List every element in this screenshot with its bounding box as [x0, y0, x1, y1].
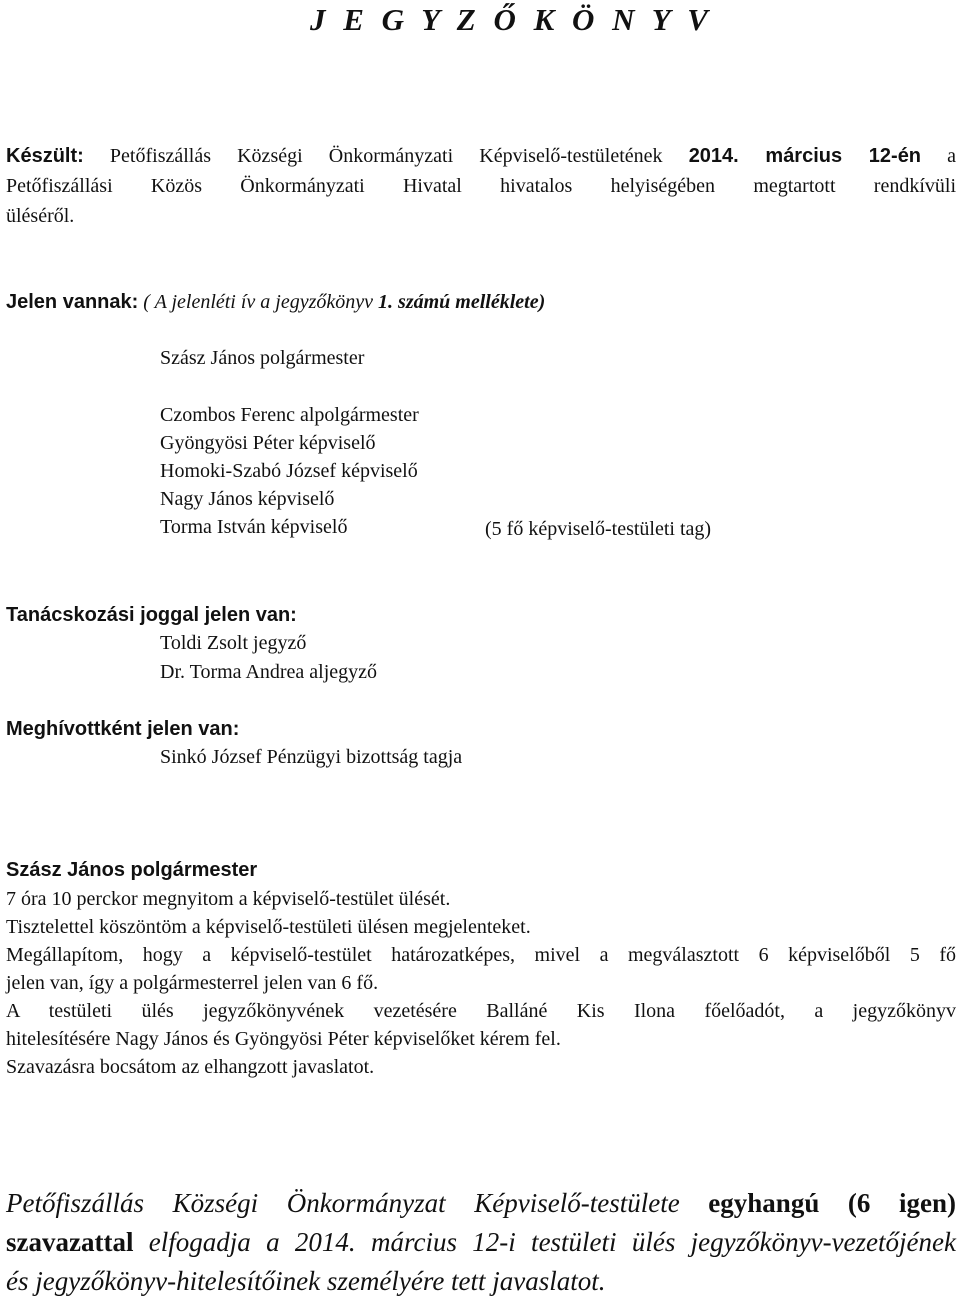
- speech-line: A testületi ülés jegyzőkönyvének vezetésére Balláné Kis Ilona főelőadót, a jegyzőkönyv: [6, 1000, 956, 1022]
- intro-text-1: Petőfiszállás Községi Önkormányzati Képviselő-testületének: [109, 145, 663, 167]
- advisory-heading: Tanácskozási joggal jelen van:: [6, 604, 297, 626]
- resolution-part-1: Petőfiszállás Községi Önkormányzat Képviselő-testülete: [6, 1188, 680, 1218]
- invited-heading: Meghívottként jelen van:: [6, 718, 240, 740]
- resolution-part-2: elfogadja a 2014. március 12-i testületi ülés jegyzőkönyv-vezetőjének: [148, 1227, 956, 1257]
- resolution-vote: egyhangú (6 igen): [708, 1188, 956, 1218]
- speech-line: 7 óra 10 perckor megnyitom a képviselő-testület ülését.: [6, 888, 451, 910]
- present-heading: [6, 288, 545, 316]
- speech-line: jelen van, így a polgármesterrel jelen van 6 fő.: [6, 972, 379, 994]
- resolution-line-3: és jegyzőkönyv-hitelesítőinek személyére tett javaslatot.: [6, 1266, 606, 1296]
- invited-person: Sinkó József Pénzügyi bizottság tagja: [160, 746, 463, 768]
- resolution-vote-word: szavazattal: [6, 1227, 134, 1257]
- advisory-person: Toldi Zsolt jegyző: [160, 632, 307, 654]
- advisory-person: Dr. Torma Andrea aljegyző: [160, 661, 378, 683]
- intro-line-2-right: megtartott rendkívüli: [753, 175, 956, 197]
- member-item: Nagy János képviselő: [160, 488, 335, 510]
- speech-line: Megállapítom, hogy a képviselő-testület határozatképes, mivel a megválasztott 6 képviselőből 5 fő: [6, 944, 956, 966]
- mayor-line: Szász János polgármester: [160, 347, 365, 369]
- present-note-bold: 1. számú melléklete): [378, 291, 546, 313]
- intro-label: Készült:: [6, 145, 84, 167]
- intro-line-3: üléséről.: [6, 205, 75, 227]
- member-item: Czombos Ferenc alpolgármester: [160, 404, 419, 426]
- intro-line-2: [6, 172, 956, 200]
- speaker-name: Szász János polgármester: [6, 859, 258, 881]
- speech-line: Tisztelettel köszöntöm a képviselő-testületi ülésen megjelenteket.: [6, 916, 531, 938]
- member-item: Homoki-Szabó József képviselő: [160, 460, 418, 482]
- present-note: ( A jelenléti ív a jegyzőkönyv: [143, 291, 379, 313]
- intro-date: 2014. március 12-én: [688, 145, 922, 167]
- intro-line-1: [6, 142, 956, 170]
- speech-line: hitelesítésére Nagy János és Gyöngyösi Péter képviselőket kérem fel.: [6, 1028, 561, 1050]
- present-label: Jelen vannak:: [6, 291, 139, 313]
- intro-line-2-left: Petőfiszállási Közös Önkormányzati Hivatal hivatalos helyiségében: [6, 175, 716, 197]
- resolution-line-2: [6, 1223, 956, 1262]
- member-count-note: (5 fő képviselő-testületi tag): [485, 518, 712, 540]
- document-title: J E G Y Z Ő K Ö N Y V: [310, 2, 713, 37]
- resolution-line-1: [6, 1184, 956, 1223]
- member-item: Gyöngyösi Péter képviselő: [160, 432, 376, 454]
- speech-line: Szavazásra bocsátom az elhangzott javaslatot.: [6, 1056, 375, 1078]
- intro-text-2: a: [947, 145, 957, 167]
- member-item: Torma István képviselő: [160, 516, 348, 538]
